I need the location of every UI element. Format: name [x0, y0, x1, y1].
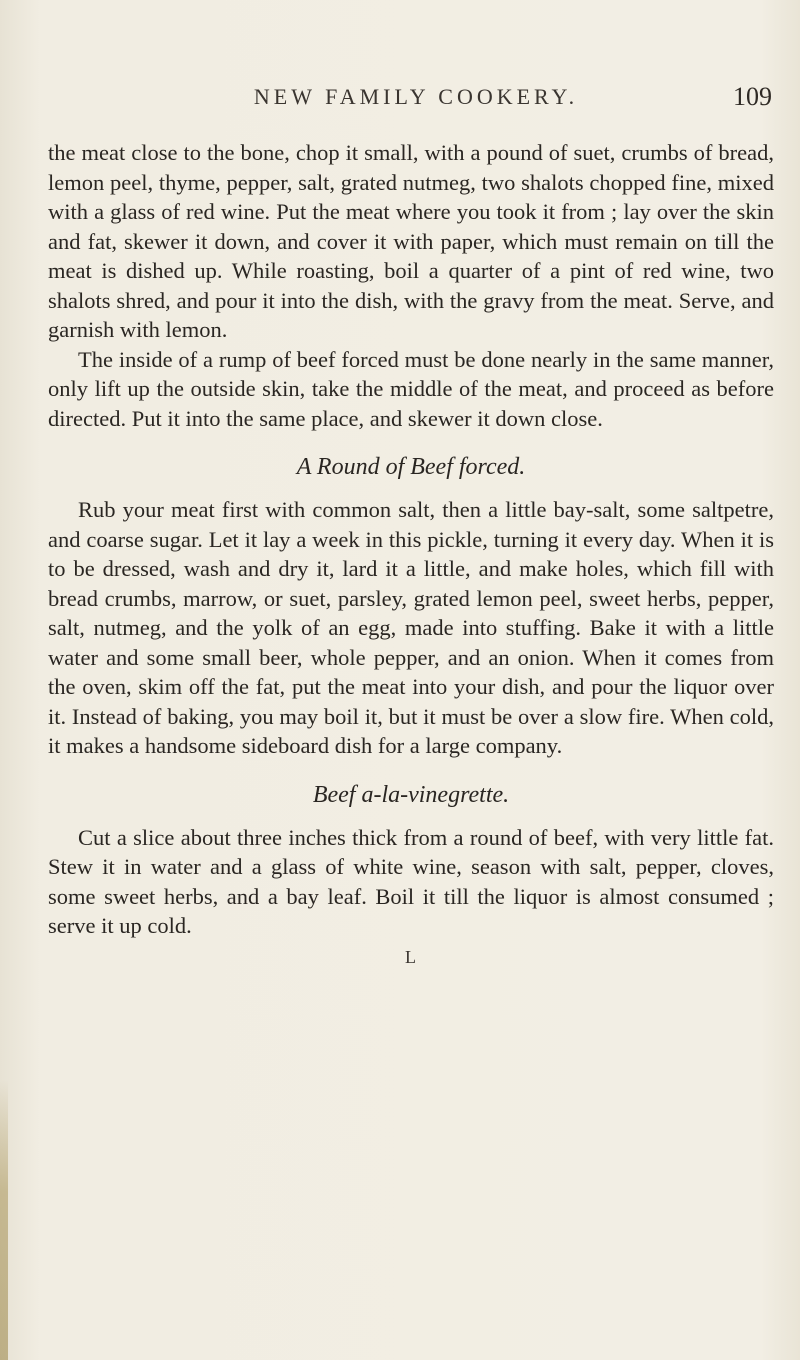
- running-head: [60, 84, 772, 124]
- page-edge-stain: [0, 1080, 8, 1360]
- recipe-heading-beef-vinegrette: Beef a-la-vinegrette.: [312, 781, 510, 808]
- text-block: [48, 138, 774, 968]
- running-title: NEW FAMILY COOKERY.: [253, 84, 579, 109]
- paragraph-rump-of-beef: The inside of a rump of beef forced must be done nearly in the same manner, only lift up the outside skin, take the middle of the meat, and proceed as before directed. Put it into the same place, and skewer it down close.: [48, 346, 774, 431]
- paragraph-round-of-beef: Rub your meat first with common salt, then a little bay-salt, some saltpetre, and coarse sugar. Let it lay a week in this pickle, turning it every day. When it is to be dressed, wash and dry it, lard it a little, and make holes, which fill with bread crumbs, marrow, or suet, parsley, grated lemon peel, sweet herbs, pepper, salt, nutmeg, and the yolk of an egg, made into stuffing. Bake it with a little water and some small beer, whole pepper, and an onion. When it comes from the oven, skim off the fat, put the meat into your dish, and pour the liquor over it. Instead of baking, you may boil it, but it must be over a slow fire. When cold, it makes a handsome sideboard dish for a large company.: [48, 497, 774, 758]
- paragraph-continuation: the meat close to the bone, chop it small, with a pound of suet, crumbs of bread, lemon peel, thyme, pepper, salt, grated nutmeg, two shalots chopped fine, mixed with a glass of red wine. Put the meat where you took it from ; lay over the skin and fat, skewer it down, and cover it with paper, which must remain on till the meat is dished up. While roasting, boil a quarter of a pint of red wine, two shalots shred, and pour it into the dish, with the gravy from the meat. Serve, and garnish with lemon.: [48, 140, 774, 342]
- recipe-heading-round-of-beef: A Round of Beef forced.: [296, 454, 526, 480]
- page-number: 109: [733, 82, 772, 111]
- paragraph-beef-vinegrette: Cut a slice about three inches thick from a round of beef, with very little fat. Stew it in water and a glass of white wine, season with salt, pepper, cloves, some sweet herbs, and a bay leaf. Boil it till the liquor is almost consumed ; serve it up cold.: [48, 824, 774, 938]
- signature-mark: L: [405, 946, 417, 967]
